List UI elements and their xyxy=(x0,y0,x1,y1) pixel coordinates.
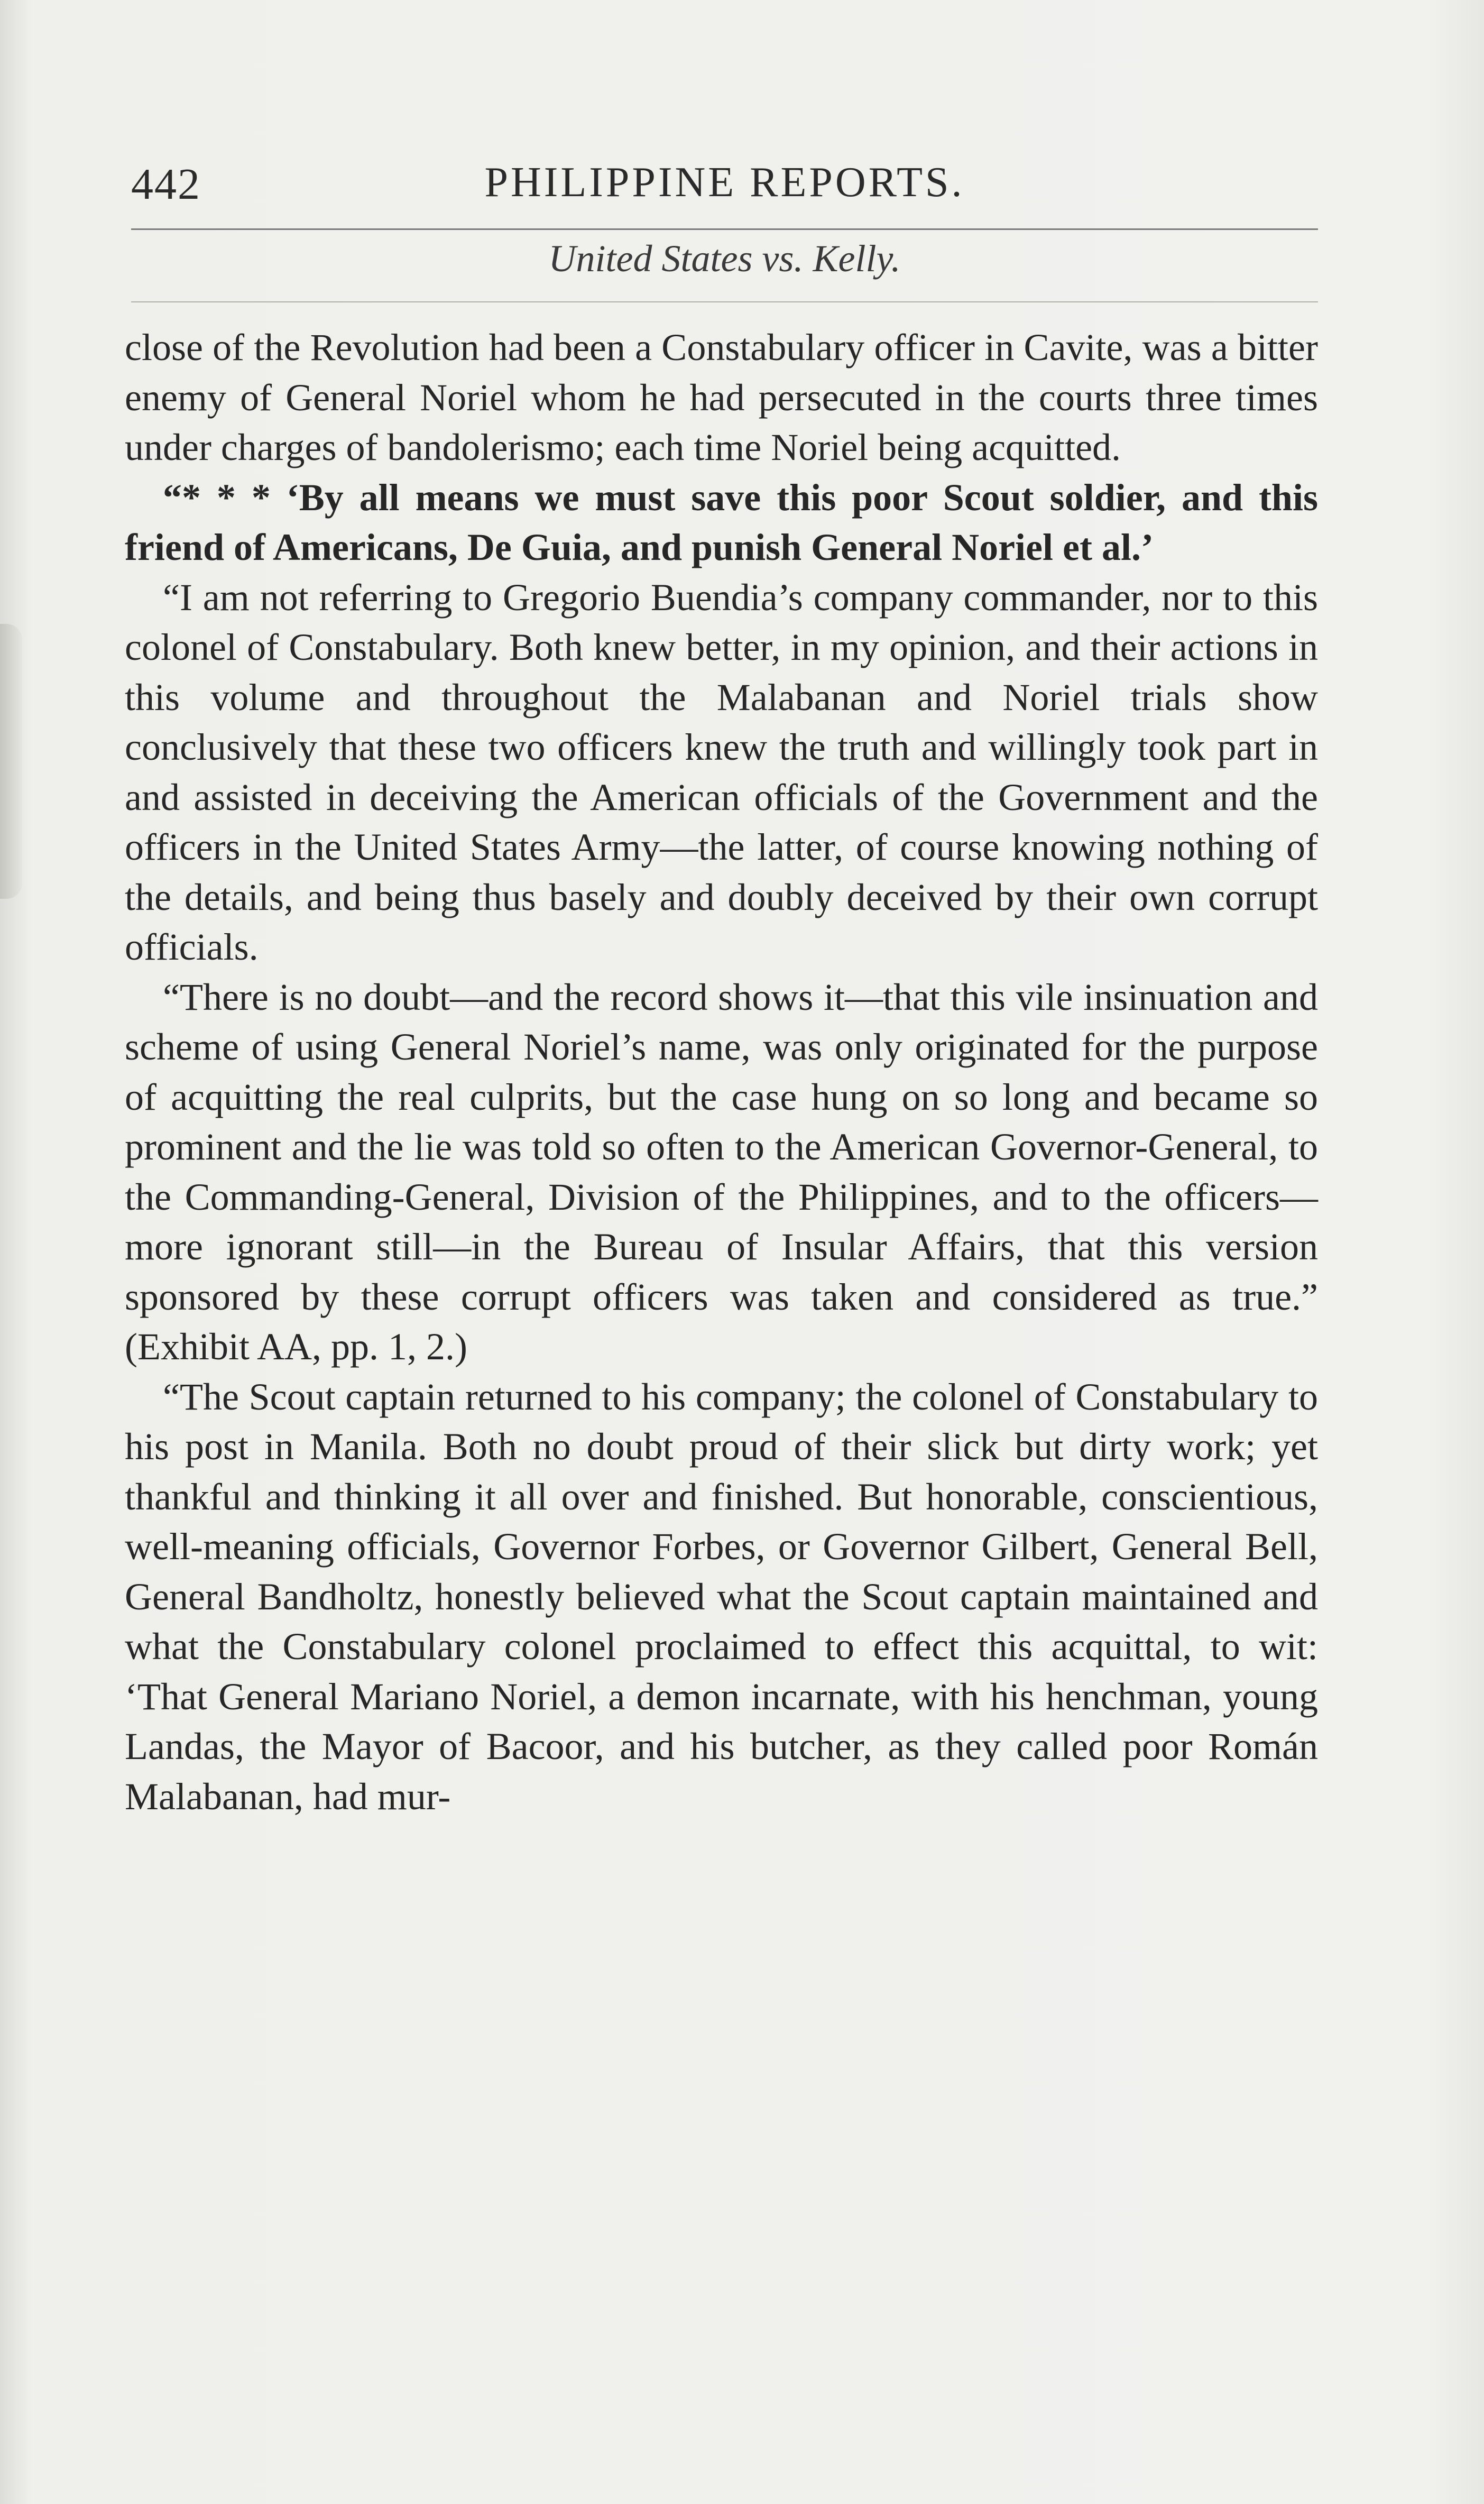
case-title: United States vs. Kelly. xyxy=(548,237,901,280)
paragraph: “The Scout captain returned to his company; the colonel of Constabulary to his post in Manila. Both no doubt proud of their slick but dirty work; yet thankful and thinking it all over and finished. But honorable, conscientious, well-meaning officials, Governor Forbes, or Governor Gilbert, General Bell, General Bandholtz, honestly believed what the Scout captain maintained and what the Constabulary colonel proclaimed to effect this acquittal, to wit: ‘That General Mariano Noriel, a demon incarnate, with his henchman, young Landas, the Mayor of Bacoor, and his butcher, as they called poor Román Malabanan, had mur- xyxy=(125,1375,1318,1818)
paragraph: “* * * ‘By all means we must save this poor Scout soldier, and this friend of Americans, De Guia, and punish General Noriel et al.’ xyxy=(125,476,1318,568)
case-title-rule xyxy=(131,301,1318,302)
binding-edge xyxy=(0,624,22,899)
running-title: PHILIPPINE REPORTS. xyxy=(484,159,965,206)
paragraph: close of the Revolution had been a Constabulary officer in Cavite, was a bitter enemy of General Noriel whom he had persecuted in the courts three times under charges of bandolerismo; each time Noriel being acquitted. xyxy=(125,326,1318,468)
page-header xyxy=(131,153,1318,227)
paragraph: “There is no doubt—and the record shows it—that this vile insinuation and scheme of using General Noriel’s name, was only originated for the purpose of acquitting the real culprits, but the case hung on so long and became so prominent and the lie was told so often to the American Governor-General, to the Commanding-General, Division of the Philippines, and to the officers—more ignorant still—in the Bureau of Insular Affairs, that this version sponsored by these corrupt officers was taken and considered as true.” (Exhibit AA, pp. 1, 2.) xyxy=(125,975,1318,1368)
body-text xyxy=(125,323,1318,1821)
page-number: 442 xyxy=(131,160,201,209)
paragraph: “I am not referring to Gregorio Buendia’s company commander, nor to this colonel of Constabulary. Both knew better, in my opinion, and their actions in this volume and throughout the Malabanan and Noriel trials show conclusively that these two officers knew the truth and willingly took part in and assisted in deceiving the American officials of the Government and the officers in the United States Army—the latter, of course knowing nothing of the details, and being thus basely and doubly deceived by their own corrupt officials. xyxy=(125,576,1318,968)
header-rule xyxy=(131,228,1318,230)
